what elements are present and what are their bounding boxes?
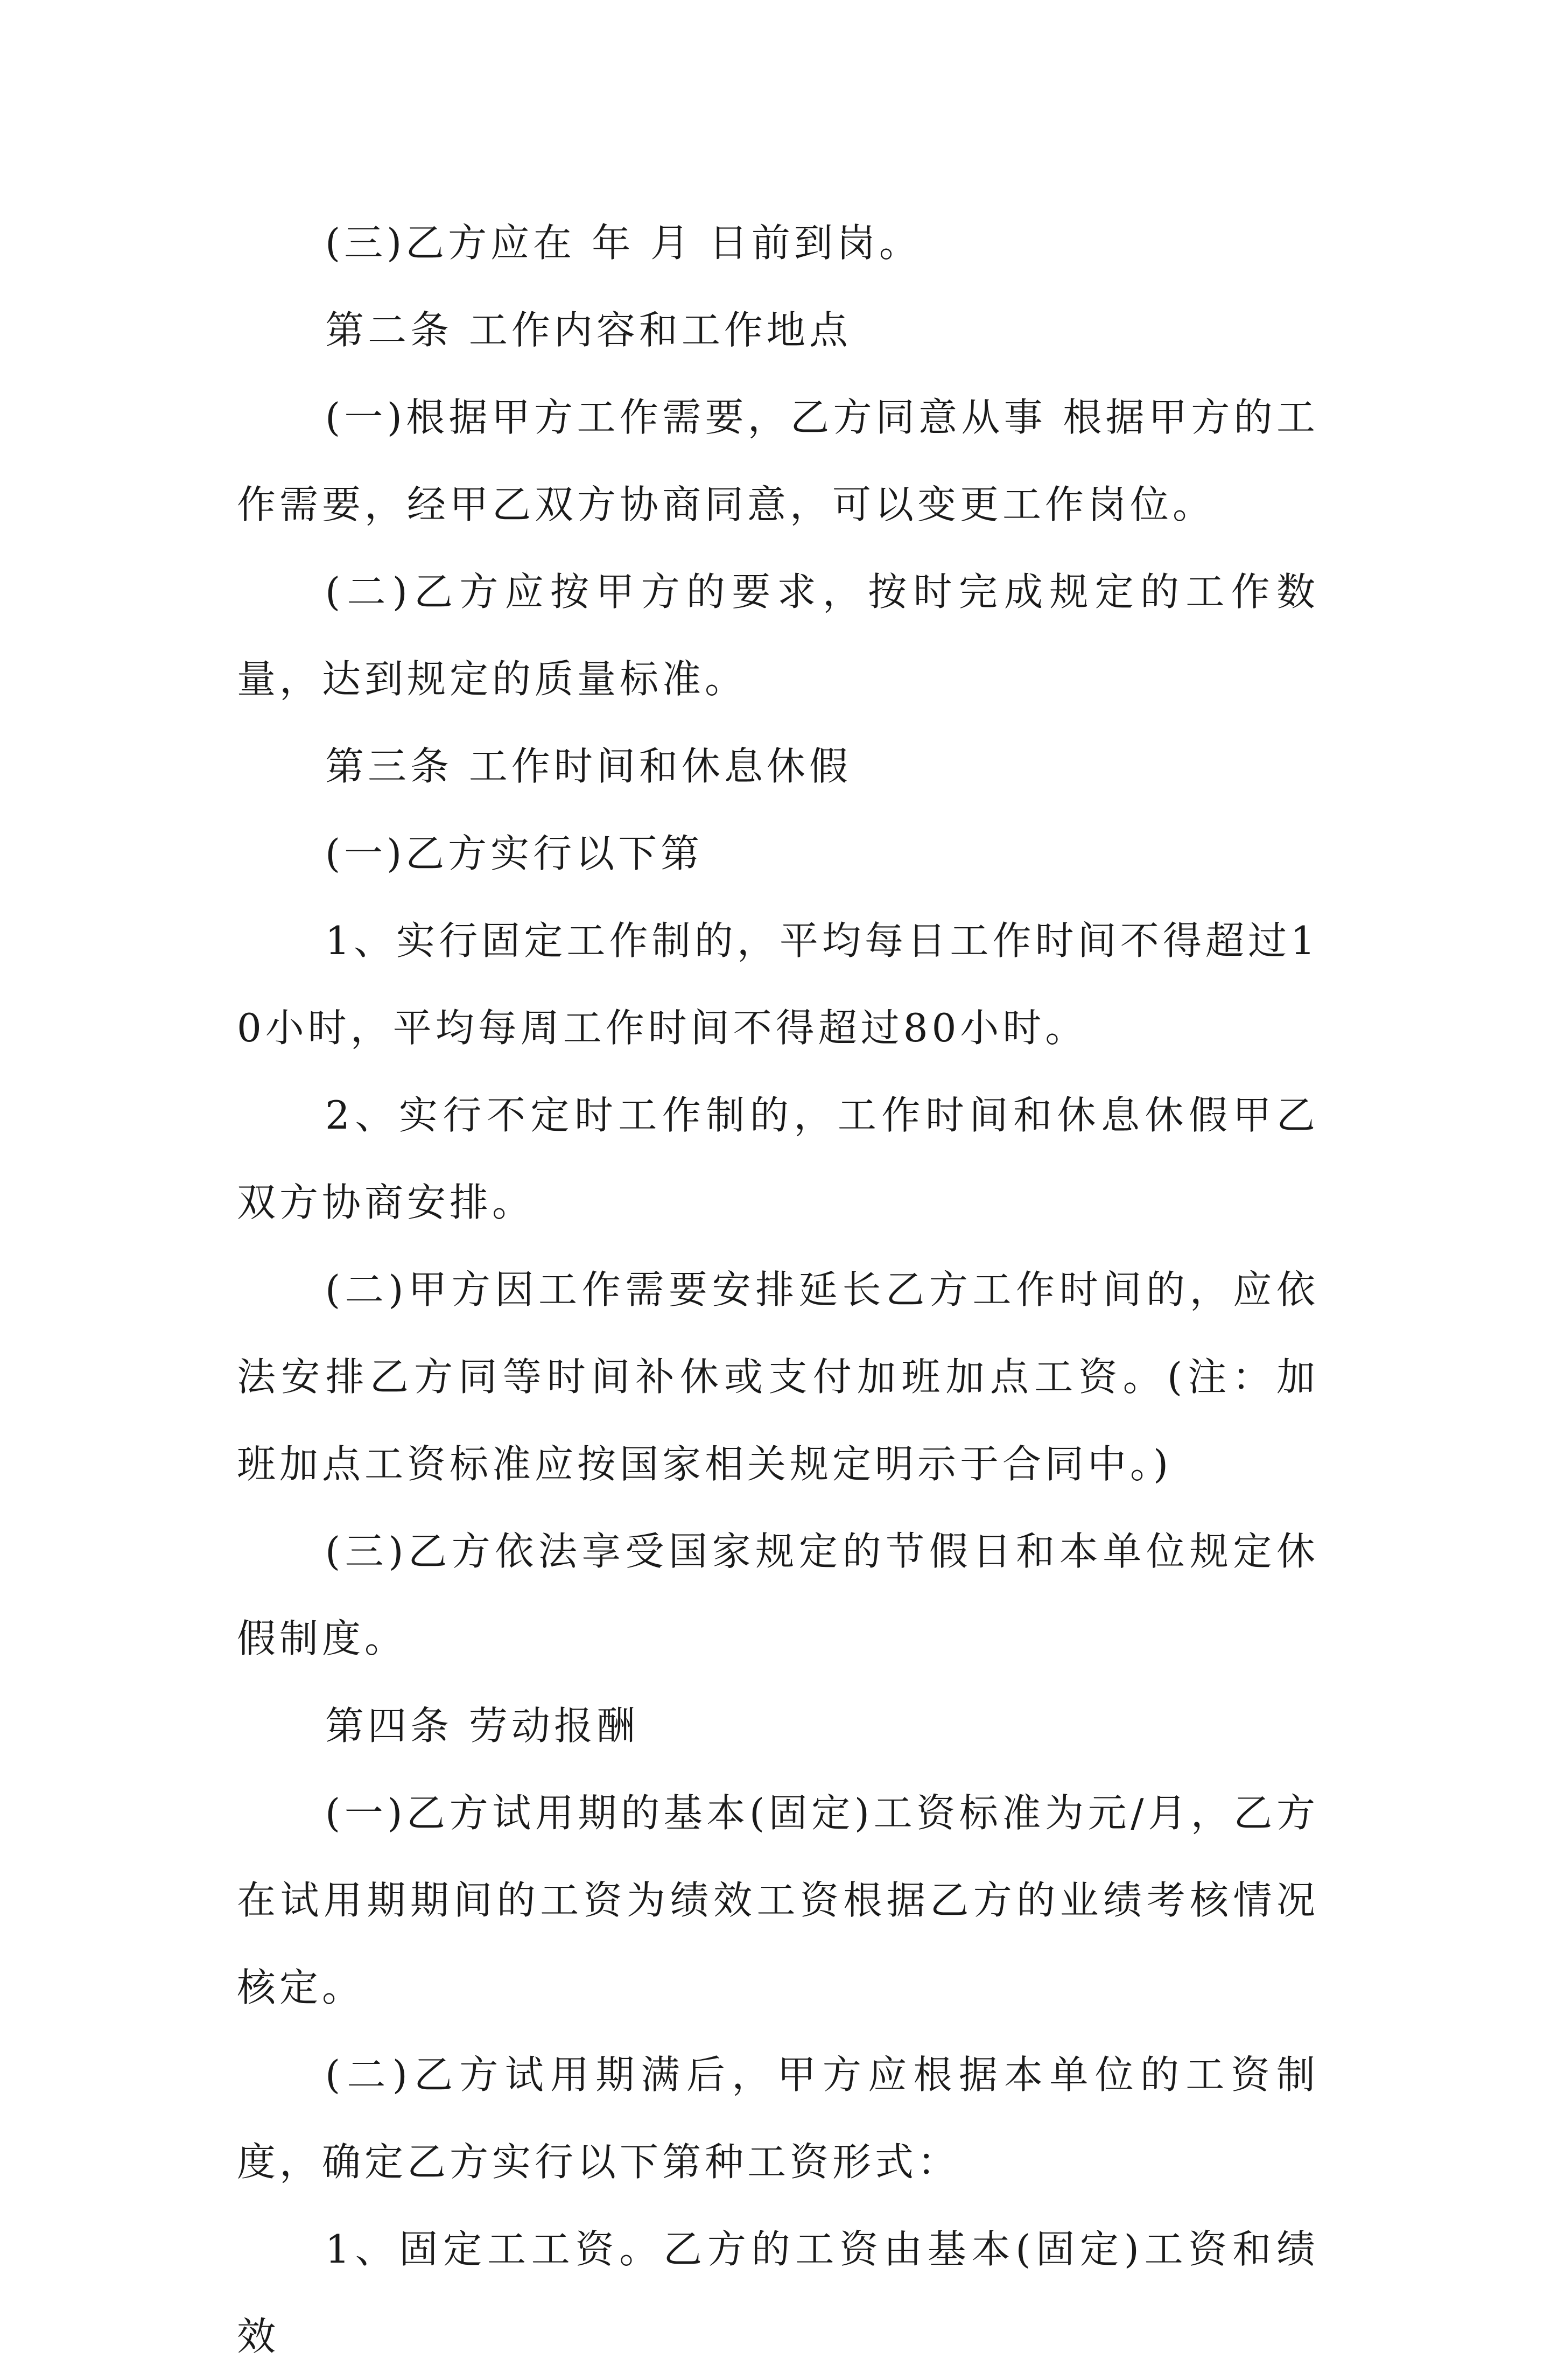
paragraph-overtime: (二)甲方因工作需要安排延长乙方工作时间的，应依法安排乙方同等时间补休或支付加班加点工资。(注：加班加点工资标准应按国家相关规定明示于合同中。) <box>237 1267 1319 1487</box>
paragraph-holidays: (三)乙方依法享受国家规定的节假日和本单位规定休假制度。 <box>237 1529 1319 1661</box>
article-3-heading: 第三条 工作时间和休息休假 <box>325 744 852 789</box>
document-body <box>237 199 1319 2380</box>
article-4-heading: 第四条 劳动报酬 <box>325 1703 639 1748</box>
article-2-heading: 第二条 工作内容和工作地点 <box>325 307 852 353</box>
paragraph-fixed-hours: 1、实行固定工作制的，平均每日工作时间不得超过10小时，平均每周工作时间不得超过80小时。 <box>237 918 1319 1051</box>
paragraph-probation-salary: (一)乙方试用期的基本(固定)工资标准为元/月，乙方在试用期期间的工资为绩效工资根据乙方的业绩考核情况核定。 <box>237 1790 1319 2010</box>
paragraph-work-schedule: (一)乙方实行以下第 <box>325 831 704 876</box>
paragraph-work-quality: (二)乙方应按甲方的要求，按时完成规定的工作数量，达到规定的质量标准。 <box>237 569 1319 702</box>
paragraph-salary-form: (二)乙方试用期满后，甲方应根据本单位的工资制度，确定乙方实行以下第种工资形式： <box>237 2052 1319 2185</box>
paragraph-job-assignment: (一)根据甲方工作需要，乙方同意从事 根据甲方的工作需要，经甲乙双方协商同意，可以变更工作岗位。 <box>237 395 1319 527</box>
paragraph-arrival-date: (三)乙方应在 年 月 日前到岗。 <box>325 220 922 265</box>
paragraph-fixed-salary: 1、固定工工资。乙方的工资由基本(固定)工资和绩效 <box>237 2227 1319 2359</box>
paragraph-flexible-hours: 2、实行不定时工作制的，工作时间和休息休假甲乙双方协商安排。 <box>237 1093 1319 1225</box>
